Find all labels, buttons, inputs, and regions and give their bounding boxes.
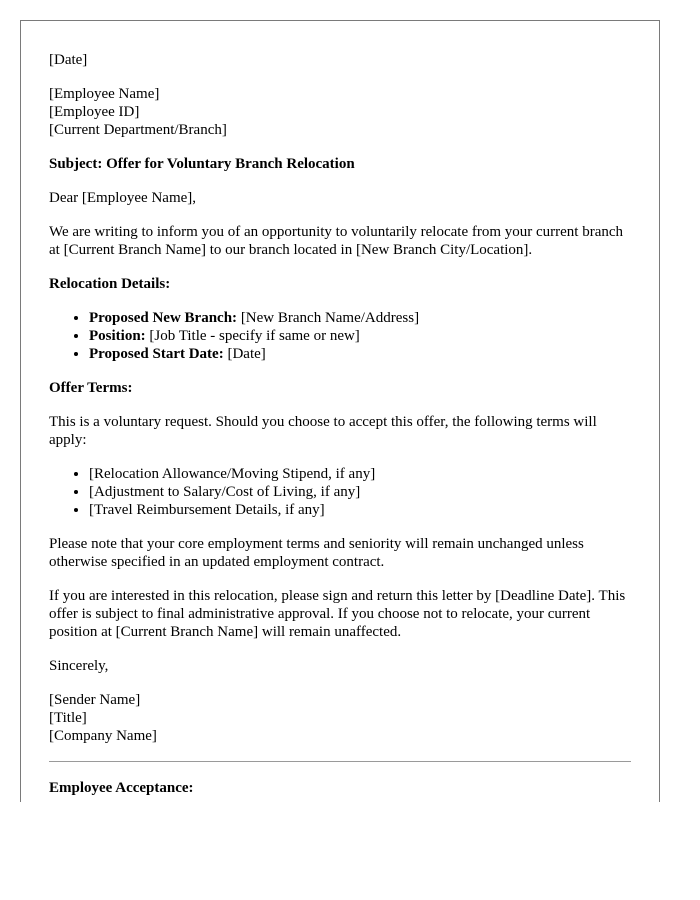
relocation-details-heading: Relocation Details:	[49, 276, 171, 292]
list-item: • [Relocation Allowance/Moving Stipend, if any]	[89, 465, 631, 483]
section-divider	[49, 761, 631, 762]
intro-paragraph: We are writing to inform you of an opportunity to voluntarily relocate from your current branch at [Current Branch Name] to our branch located in [New Branch City/Location].	[49, 224, 624, 258]
detail-label: Proposed New Branch:	[89, 310, 238, 326]
list-item: • [Adjustment to Salary/Cost of Living, if any]	[89, 483, 631, 501]
detail-label: Proposed Start Date:	[89, 346, 224, 362]
recipient-name: [Employee Name]	[49, 86, 160, 102]
sender-block	[49, 691, 631, 745]
recipient-department: [Current Department/Branch]	[49, 122, 227, 138]
recipient-id: [Employee ID]	[49, 104, 140, 120]
detail-value: [Job Title - specify if same or new]	[145, 328, 360, 344]
detail-label: Position:	[89, 328, 146, 344]
sign-off: Sincerely,	[49, 658, 109, 674]
offer-terms-heading: Offer Terms:	[49, 380, 133, 396]
list-item	[89, 309, 631, 327]
recipient-block	[49, 85, 631, 139]
detail-value: [Date]	[223, 346, 266, 362]
sender-title: [Title]	[49, 710, 87, 726]
letter-subject: Subject: Offer for Voluntary Branch Relocation	[49, 156, 355, 172]
note-paragraph: Please note that your core employment terms and seniority will remain unchanged unless otherwise specified in an updated employment contract.	[49, 536, 584, 570]
salutation: Dear [Employee Name],	[49, 190, 197, 206]
list-item	[89, 345, 631, 363]
closing-paragraph: If you are interested in this relocation, please sign and return this letter by [Deadline Date]. This offer is subject to final administrative approval. If you choose not to relocate, your current position at [Current Branch Name] will remain unaffected.	[49, 588, 626, 640]
letter-document	[20, 20, 660, 802]
offer-terms-list	[49, 465, 631, 519]
list-item	[89, 327, 631, 345]
detail-value: [New Branch Name/Address]	[237, 310, 420, 326]
sender-company: [Company Name]	[49, 728, 157, 744]
offer-intro-paragraph: This is a voluntary request. Should you choose to accept this offer, the following terms will apply:	[49, 414, 597, 448]
letter-date: [Date]	[49, 52, 88, 68]
relocation-details-list	[49, 309, 631, 363]
list-item: • [Travel Reimbursement Details, if any]	[89, 501, 631, 519]
sender-name: [Sender Name]	[49, 692, 141, 708]
employee-acceptance-heading: Employee Acceptance:	[49, 780, 194, 796]
